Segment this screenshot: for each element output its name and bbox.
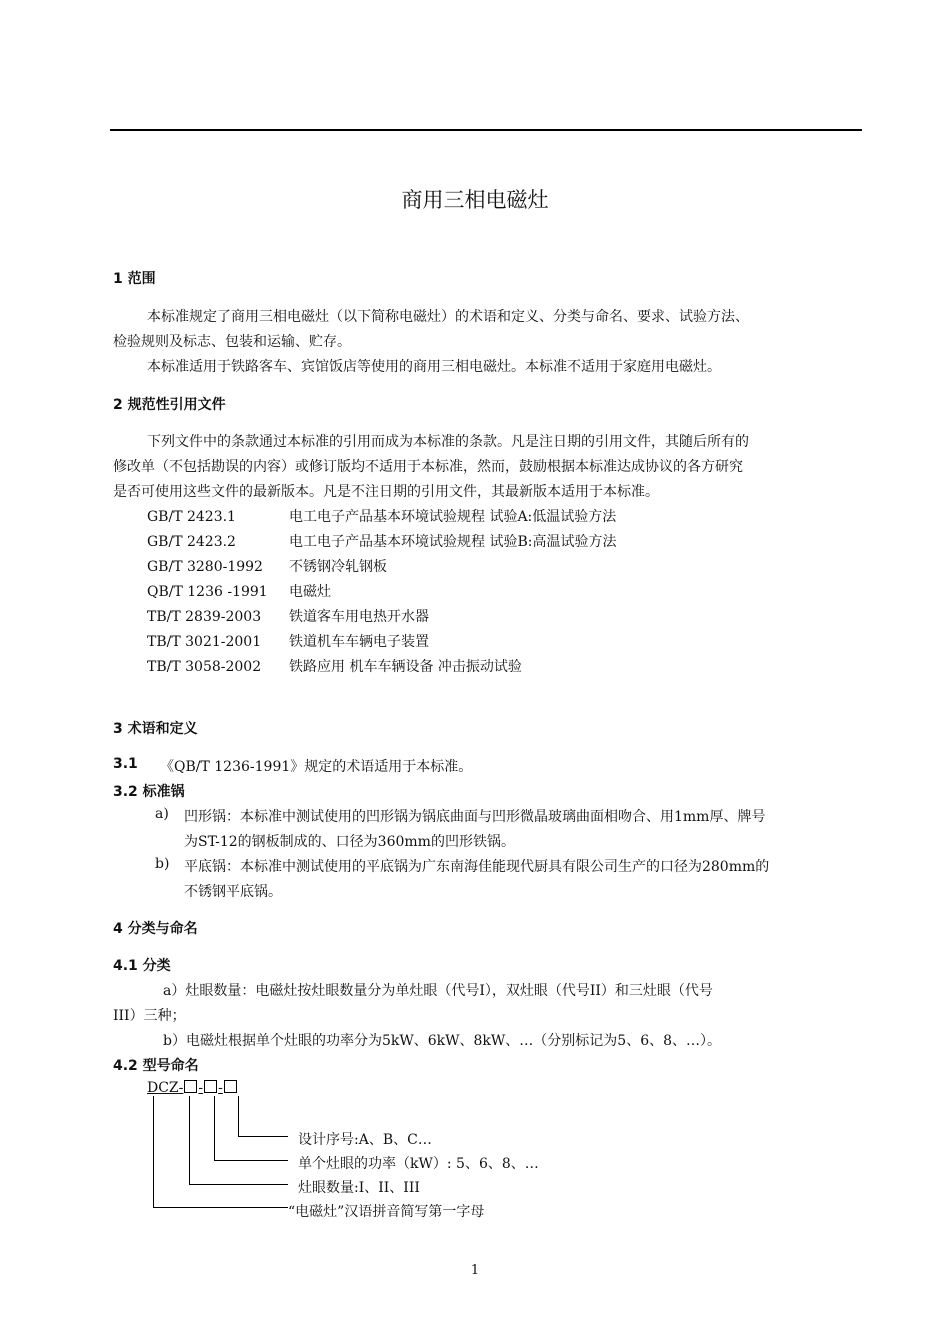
section-1-heading: 1 范围 [113,271,156,287]
reference-name: 电磁灶 [289,584,331,600]
connector-line [153,1207,288,1208]
classification-a-line-2: III）三种； [113,1008,186,1024]
item-a-line-1: 凹形锅：本标准中测试使用的凹形锅为锅底曲面与凹形微晶玻璃曲面相吻合、用1mm厚、牌号 [184,809,766,825]
label-burner-power: 单个灶眼的功率（kW）: 5、6、8、… [298,1156,539,1172]
reference-item [147,581,331,601]
section-4-heading: 4 分类与命名 [113,921,198,937]
label-design-serial: 设计序号:A、B、C… [298,1132,432,1148]
reference-name: 铁路应用 机车车辆设备 冲击振动试验 [289,659,522,675]
reference-item [147,506,616,526]
label-burner-count: 灶眼数量:I、II、III [298,1180,420,1196]
model-dash: - [178,1080,184,1096]
document-title: 商用三相电磁灶 [401,188,549,212]
reference-name: 电工电子产品基本环境试验规程 试验B:高温试验方法 [289,534,617,550]
reference-name: 铁道客车用电热开水器 [289,609,429,625]
reference-name: 铁道机车车辆电子装置 [289,634,429,650]
label-pinyin-abbreviation: “电磁灶”汉语拼音简写第一字母 [288,1204,485,1220]
clause-3-1-number: 3.1 [113,756,138,772]
reference-code: TB/T 3021-2001 [147,634,262,650]
connector-line [189,1096,190,1185]
section-3-heading: 3 术语和定义 [113,721,198,737]
reference-name: 不锈钢冷轧钢板 [289,559,387,575]
model-dash: - [218,1080,223,1096]
clause-3-1-text: 《QB/T 1236-1991》规定的术语适用于本标准。 [160,759,473,775]
connector-line [214,1160,288,1161]
connector-line [238,1136,288,1137]
connector-line [189,1184,288,1185]
reference-code: TB/T 3058-2002 [147,659,262,675]
reference-name: 电工电子产品基本环境试验规程 试验A:低温试验方法 [289,509,617,525]
section-2-paragraph-a: 下列文件中的条款通过本标准的引用而成为本标准的条款。凡是注日期的引用文件，其随后所有的 [147,434,749,450]
item-a-label: a) [155,806,169,822]
item-b-line-2: 不锈钢平底锅。 [184,884,282,900]
section-1-paragraph-1a: 本标准规定了商用三相电磁灶（以下简称电磁灶）的术语和定义、分类与命名、要求、试验方法、 [147,309,749,325]
clause-4-2-heading: 4.2 型号命名 [113,1058,199,1074]
reference-code: GB/T 2423.2 [147,534,236,550]
item-b-label: b) [155,856,170,872]
page-number: 1 [470,1263,480,1278]
reference-code: GB/T 3280-1992 [147,559,263,575]
header-rule [110,129,862,131]
section-2-paragraph-b: 修改单（不包括勘误的内容）或修订版均不适用于本标准，然而，鼓励根据本标准达成协议的各方研究 [113,459,743,475]
reference-item [147,531,616,551]
connector-line [214,1096,215,1161]
section-2-paragraph-c: 是否可使用这些文件的最新版本。凡是不注日期的引用文件，其最新版本适用于本标准。 [113,484,659,500]
clause-3-2-heading: 3.2 标准锅 [113,784,185,800]
reference-code: TB/T 2839-2003 [147,609,262,625]
reference-item [147,631,429,651]
classification-b-line-1: b）电磁灶根据单个灶眼的功率分为5kW、6kW、8kW、…（分别标记为5、6、8、…）。 [163,1033,722,1049]
reference-code: QB/T 1236 -1991 [147,584,268,600]
model-dash: - [198,1080,204,1096]
section-1-paragraph-1b: 检验规则及标志、包装和运输、贮存。 [113,334,351,350]
reference-item [147,556,387,576]
clause-4-1-heading: 4.1 分类 [113,958,171,974]
reference-item [147,606,429,626]
reference-item [147,656,522,676]
reference-code: GB/T 2423.1 [147,509,236,525]
placeholder-box [204,1080,217,1093]
placeholder-box [184,1080,197,1093]
model-code [147,1080,238,1096]
classification-a-line-1: a）灶眼数量：电磁灶按灶眼数量分为单灶眼（代号I），双灶眼（代号II）和三灶眼（代号 [163,983,713,999]
connector-line [153,1096,154,1208]
connector-line [238,1096,239,1137]
model-prefix: DCZ [147,1080,179,1096]
section-1-paragraph-2: 本标准适用于铁路客车、宾馆饭店等使用的商用三相电磁灶。本标准不适用于家庭用电磁灶。 [147,359,721,375]
item-b-line-1: 平底锅：本标准中测试使用的平底锅为广东南海佳能现代厨具有限公司生产的口径为280mm的 [184,859,770,875]
item-a-line-2: 为ST-12的钢板制成的、口径为360mm的凹形铁锅。 [184,834,515,850]
placeholder-box [224,1080,237,1093]
section-2-heading: 2 规范性引用文件 [113,397,226,413]
